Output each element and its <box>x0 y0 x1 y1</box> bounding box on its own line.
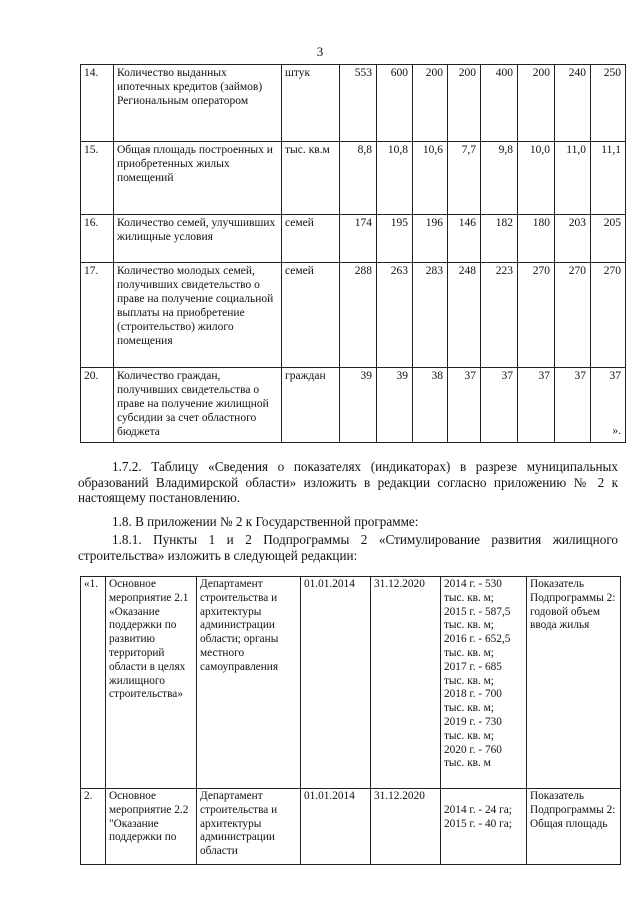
executor: Департамент строительства и архитектуры администрации области <box>197 789 301 865</box>
paragraph-1-8-1: 1.8.1. Пункты 1 и 2 Подпрограммы 2 «Стимулирование развития жилищного строительства» изложить в следующей редакции: <box>78 532 618 563</box>
result-line: 2017 г. - 685 тыс. кв. м; <box>444 660 502 687</box>
indicator-name: Количество молодых семей, получивших свидетельство о праве на получение социальной выплаты на приобретение (строительство) жилого помещения <box>114 263 282 368</box>
table-row <box>81 789 621 865</box>
value-cell: 270 <box>591 263 626 368</box>
unit: семей <box>282 263 340 368</box>
value-cell: 7,7 <box>448 142 481 215</box>
value-cell: 240 <box>555 65 591 142</box>
indicator-name: Количество семей, улучшивших жилищные условия <box>114 215 282 263</box>
value-cell: 283 <box>413 263 448 368</box>
measures-table <box>80 576 621 865</box>
value-cell: 263 <box>377 263 413 368</box>
start-date: 01.01.2014 <box>301 789 371 865</box>
value-cell: 203 <box>555 215 591 263</box>
expected-results <box>441 577 527 789</box>
indicators-table <box>80 64 626 443</box>
value-cell: 11,0 <box>555 142 591 215</box>
row-number: 16. <box>81 215 114 263</box>
value-cell: 8,8 <box>340 142 377 215</box>
row-number: 20. <box>81 368 114 443</box>
value-cell: 37 <box>518 368 555 443</box>
value-cell: 38 <box>413 368 448 443</box>
unit: граждан <box>282 368 340 443</box>
value-cell <box>591 368 626 443</box>
table-row <box>81 215 626 263</box>
value-cell: 250 <box>591 65 626 142</box>
value-text: 37 <box>609 370 621 382</box>
result-line: 2015 г. - 40 га; <box>444 817 512 830</box>
executor: Департамент строительства и архитектуры администрации области; органы местного самоуправления <box>197 577 301 789</box>
end-date: 31.12.2020 <box>371 577 441 789</box>
value-cell: 288 <box>340 263 377 368</box>
value-cell: 10,0 <box>518 142 555 215</box>
value-cell: 174 <box>340 215 377 263</box>
value-cell: 10,8 <box>377 142 413 215</box>
value-cell: 248 <box>448 263 481 368</box>
value-cell: 39 <box>377 368 413 443</box>
indicator-name: Общая площадь построенных и приобретенных жилых помещений <box>114 142 282 215</box>
start-date: 01.01.2014 <box>301 577 371 789</box>
value-cell: 146 <box>448 215 481 263</box>
closing-quote: ». <box>612 425 621 437</box>
result-line: 2019 г. - 730 тыс. кв. м; <box>444 715 502 742</box>
measure-name: Основное мероприятие 2.2 "Оказание поддержки по <box>106 789 197 865</box>
table-row <box>81 65 626 142</box>
row-number: «1. <box>81 577 106 789</box>
row-number: 15. <box>81 142 114 215</box>
value-cell: 11,1 <box>591 142 626 215</box>
value-cell: 270 <box>518 263 555 368</box>
indicator-link: Показатель Подпрограммы 2: Общая площадь <box>527 789 621 865</box>
table-row <box>81 263 626 368</box>
indicator-link: Показатель Подпрограммы 2: годовой объем ввода жилья <box>527 577 621 789</box>
value-cell: 37 <box>481 368 518 443</box>
end-date: 31.12.2020 <box>371 789 441 865</box>
value-cell: 600 <box>377 65 413 142</box>
indicator-name: Количество граждан, получивших свидетельства о праве на получение жилищной субсидии за счет областного бюджета <box>114 368 282 443</box>
row-number: 2. <box>81 789 106 865</box>
page-number: 3 <box>316 44 324 59</box>
result-line: 2020 г. - 760 тыс. кв. м <box>444 743 502 770</box>
value-cell: 200 <box>518 65 555 142</box>
value-cell: 10,6 <box>413 142 448 215</box>
value-cell: 37 <box>448 368 481 443</box>
value-cell: 270 <box>555 263 591 368</box>
table-row <box>81 142 626 215</box>
value-cell: 180 <box>518 215 555 263</box>
value-cell: 223 <box>481 263 518 368</box>
row-number: 14. <box>81 65 114 142</box>
value-cell: 200 <box>413 65 448 142</box>
value-cell: 39 <box>340 368 377 443</box>
result-line: 2015 г. - 587,5 тыс. кв. м; <box>444 605 511 632</box>
paragraph-1-7-2: 1.7.2. Таблицу «Сведения о показателях (индикаторах) в разрезе муниципальных образований Владимирской области» изложить в редакции согласно приложению № 2 к настоящему постановлению. <box>78 459 618 505</box>
measure-name: Основное мероприятие 2.1 «Оказание поддержки по развитию территорий области в целях жилищного строительства» <box>106 577 197 789</box>
value-cell: 182 <box>481 215 518 263</box>
result-line: 2016 г. - 652,5 тыс. кв. м; <box>444 633 511 659</box>
result-line: 2018 г. - 700 тыс. кв. м; <box>444 688 502 715</box>
result-line: 2014 г. - 24 га; <box>444 804 512 816</box>
unit: тыс. кв.м <box>282 142 340 215</box>
value-cell: 553 <box>340 65 377 142</box>
value-cell: 195 <box>377 215 413 263</box>
value-cell: 196 <box>413 215 448 263</box>
unit: штук <box>282 65 340 142</box>
value-cell: 37 <box>555 368 591 443</box>
spacer <box>444 790 523 804</box>
value-cell: 205 <box>591 215 626 263</box>
indicator-name: Количество выданных ипотечных кредитов (займов) Региональным оператором <box>114 65 282 142</box>
expected-results <box>441 789 527 865</box>
value-cell: 9,8 <box>481 142 518 215</box>
unit: семей <box>282 215 340 263</box>
table-row <box>81 368 626 443</box>
value-cell: 200 <box>448 65 481 142</box>
row-number: 17. <box>81 263 114 368</box>
result-line: 2014 г. - 530 тыс. кв. м; <box>444 578 502 604</box>
paragraph-1-8: 1.8. В приложении № 2 к Государственной программе: <box>112 514 419 529</box>
table-row <box>81 577 621 789</box>
value-cell: 400 <box>481 65 518 142</box>
